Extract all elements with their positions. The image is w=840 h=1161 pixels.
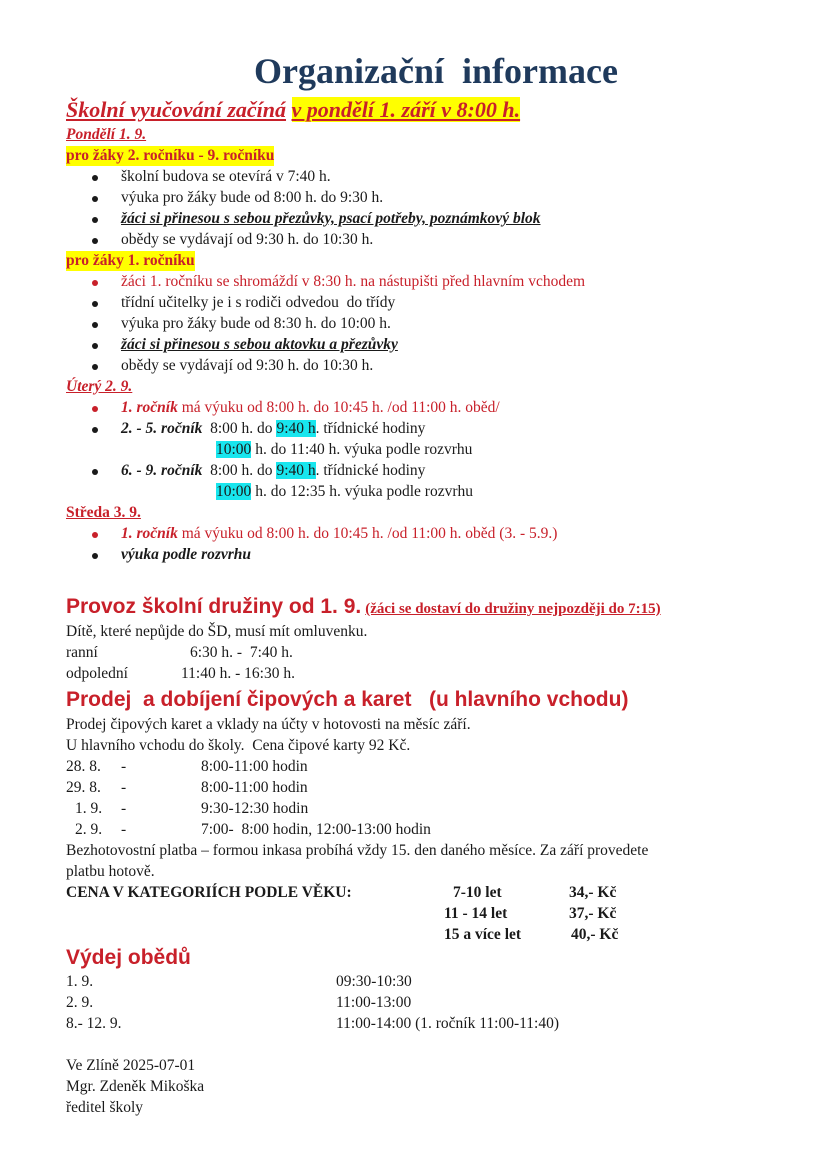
bullet (92, 406, 98, 412)
page-title: Organizační informace (254, 51, 618, 91)
group2-heading: pro žáky 1. ročníku (66, 252, 195, 269)
intro-date: v pondělí 1. září v 8:00 h. (291, 97, 521, 122)
item-text: . třídnické hodiny (315, 462, 426, 479)
sale-dash: - (121, 758, 127, 775)
price-age: 15 a více let (444, 926, 522, 943)
sale-date: 1. 9. (75, 800, 103, 817)
item-text: má výuku od 8:00 h. do 10:45 h. /od 11:00 h. oběd/ (177, 399, 500, 416)
intro-line (66, 96, 520, 124)
list-item: žáci 1. ročníku se shromáždí v 8:30 h. na nástupišti před hlavním vchodem (121, 273, 586, 290)
list-item: výuka pro žáky bude od 8:00 h. do 9:30 h. (121, 189, 384, 206)
bullet (92, 553, 98, 559)
grade-label: 1. ročník (121, 399, 178, 416)
bullet (92, 280, 98, 286)
list-item (121, 398, 500, 418)
price-value: 34,- Kč (569, 884, 617, 901)
price-value: 40,- Kč (571, 926, 619, 943)
payment-info: platbu hotově. (66, 863, 155, 880)
group1-heading: pro žáky 2. ročníku - 9. ročníku (66, 147, 275, 164)
bullet (92, 196, 98, 202)
druzina-time: 6:30 h. - 7:40 h. (190, 644, 293, 661)
list-item (121, 461, 425, 481)
list-item: výuka podle rozvrhu (121, 546, 252, 563)
list-item (121, 419, 425, 439)
list-item: výuka pro žáky bude od 8:30 h. do 10:00 h. (121, 315, 391, 332)
highlight-time: 9:40 h (276, 462, 316, 479)
bullet (92, 301, 98, 307)
lunch-time: 09:30-10:30 (336, 973, 412, 990)
grade-label: 6. - 9. ročník (121, 462, 203, 479)
bullet (92, 217, 98, 223)
sale-time: 7:00- 8:00 hodin, 12:00-13:00 hodin (201, 821, 431, 838)
price-age: 11 - 14 let (444, 905, 508, 922)
cards-info: U hlavního vchodu do školy. Cena čipové karty 92 Kč. (66, 737, 411, 754)
lunch-date: 8.- 12. 9. (66, 1015, 122, 1032)
grade-label: 2. - 5. ročník (121, 420, 203, 437)
list-item (121, 524, 557, 544)
sale-date: 29. 8. (66, 779, 101, 796)
bullet (92, 238, 98, 244)
item-text: 8:00 h. do (202, 462, 277, 479)
druzina-heading: Provoz školní družiny od 1. 9. (66, 595, 362, 618)
monday-heading: Pondělí 1. 9. (66, 126, 147, 143)
druzina-label: odpolední (66, 665, 128, 682)
list-item: třídní učitelky je i s rodiči odvedou do třídy (121, 294, 396, 311)
sale-dash: - (121, 779, 127, 796)
druzina-label: ranní (66, 644, 98, 661)
item-text: má výuku od 8:00 h. do 10:45 h. /od 11:00 h. oběd (3. - 5.9.) (177, 525, 558, 542)
bullet (92, 427, 98, 433)
footer-place-date: Ve Zlíně 2025-07-01 (66, 1057, 196, 1074)
sale-date: 28. 8. (66, 758, 101, 775)
intro-start: Školní vyučování začíná (66, 97, 287, 122)
item-text: h. do 11:40 h. výuka podle rozvrhu (251, 441, 473, 458)
lunch-time: 11:00-13:00 (336, 994, 412, 1011)
cards-heading: Prodej a dobíjení čipových a karet (u hlavního vchodu) (66, 688, 629, 711)
druzina-info: Dítě, které nepůjde do ŠD, musí mít omluvenku. (66, 623, 368, 640)
sale-time: 9:30-12:30 hodin (201, 800, 309, 817)
list-item: školní budova se otevírá v 7:40 h. (121, 168, 331, 185)
wednesday-heading: Středa 3. 9. (66, 504, 141, 521)
list-item: žáci si přinesou s sebou přezůvky, psací potřeby, poznámkový blok (121, 210, 541, 227)
sale-time: 8:00-11:00 hodin (201, 779, 308, 796)
payment-info: Bezhotovostní platba – formou inkasa probíhá vždy 15. den daného měsíce. Za září provedete (66, 842, 649, 859)
list-item-continuation (216, 440, 472, 460)
item-text: . třídnické hodiny (315, 420, 426, 437)
highlight-time: 10:00 (216, 441, 252, 458)
cards-info: Prodej čipových karet a vklady na účty v hotovosti na měsíc září. (66, 716, 471, 733)
list-item: žáci si přinesou s sebou aktovku a přezůvky (121, 336, 398, 353)
sale-date: 2. 9. (75, 821, 103, 838)
highlight-time: 9:40 h (276, 420, 316, 437)
sale-dash: - (121, 821, 127, 838)
lunch-heading: Výdej obědů (66, 946, 191, 969)
lunch-date: 2. 9. (66, 994, 94, 1011)
sale-dash: - (121, 800, 127, 817)
druzina-note: (žáci se dostaví do družiny nejpozději do 7:15) (365, 601, 661, 617)
price-value: 37,- Kč (569, 905, 617, 922)
druzina-time: 11:40 h. - 16:30 h. (181, 665, 295, 682)
footer-name: Mgr. Zdeněk Mikoška (66, 1078, 205, 1095)
list-item: obědy se vydávají od 9:30 h. do 10:30 h. (121, 357, 374, 374)
price-heading: CENA V KATEGORIÍCH PODLE VĚKU: (66, 884, 352, 901)
list-item-continuation (216, 482, 473, 502)
bullet (92, 532, 98, 538)
bullet (92, 343, 98, 349)
druzina-heading-line (66, 595, 661, 619)
lunch-time: 11:00-14:00 (1. ročník 11:00-11:40) (336, 1015, 559, 1032)
highlight-time: 10:00 (216, 483, 252, 500)
bullet (92, 175, 98, 181)
lunch-date: 1. 9. (66, 973, 94, 990)
item-text: 8:00 h. do (202, 420, 277, 437)
footer-role: ředitel školy (66, 1099, 144, 1116)
bullet (92, 322, 98, 328)
bullet (92, 469, 98, 475)
tuesday-heading: Úterý 2. 9. (66, 378, 133, 395)
sale-time: 8:00-11:00 hodin (201, 758, 308, 775)
price-age: 7-10 let (453, 884, 502, 901)
grade-label: 1. ročník (121, 525, 178, 542)
bullet (92, 364, 98, 370)
item-text: h. do 12:35 h. výuka podle rozvrhu (251, 483, 474, 500)
list-item: obědy se vydávají od 9:30 h. do 10:30 h. (121, 231, 374, 248)
